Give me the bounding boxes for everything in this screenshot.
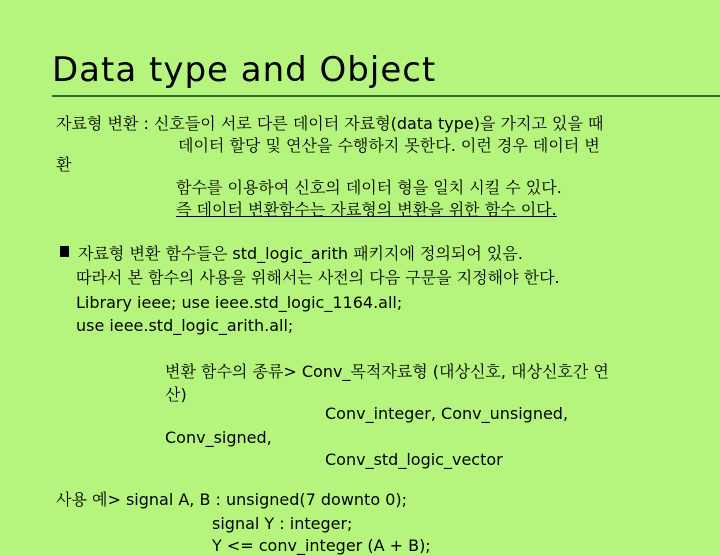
slide-title: Data type and Object <box>52 50 437 90</box>
bullet-line-4: use ieee.std_logic_arith.all; <box>76 316 294 335</box>
functions-line-5: Conv_std_logic_vector <box>325 450 503 469</box>
intro-line-5: 즉 데이터 변환함수는 자료형의 변환을 위한 함수 이다. <box>176 200 557 219</box>
intro-line-1: 자료형 변환 : 신호들이 서로 다른 데이터 자료형(data type)을 가지고 있을 때 <box>56 114 604 133</box>
intro-line-4: 함수를 이용하여 신호의 데이터 형을 일치 시킬 수 있다. <box>176 178 562 197</box>
functions-line-2: 산) <box>165 385 187 404</box>
bullet-line-2: 따라서 본 함수의 사용을 위해서는 사전의 다음 구문을 지정해야 한다. <box>76 268 560 287</box>
functions-line-1: 변환 함수의 종류> Conv_목적자료형 (대상신호, 대상신호간 연 <box>165 362 609 381</box>
intro-line-3: 환 <box>56 155 72 174</box>
bullet-line-1: 자료형 변환 함수들은 std_logic_arith 패키지에 정의되어 있음. <box>78 244 523 263</box>
example-line-3: Y <= conv_integer (A + B); <box>212 536 431 555</box>
functions-line-3: Conv_integer, Conv_unsigned, <box>325 404 569 423</box>
bullet-line-3: Library ieee; use ieee.std_logic_1164.all; <box>76 293 403 312</box>
bullet-icon <box>60 246 69 257</box>
example-line-1: 사용 예> signal A, B : unsigned(7 downto 0); <box>56 490 408 509</box>
functions-line-4: Conv_signed, <box>165 428 272 447</box>
intro-line-2: 데이터 할당 및 연산을 수행하지 못한다. 이런 경우 데이터 변 <box>178 136 600 155</box>
title-divider <box>52 95 720 97</box>
example-line-2: signal Y : integer; <box>212 514 353 533</box>
